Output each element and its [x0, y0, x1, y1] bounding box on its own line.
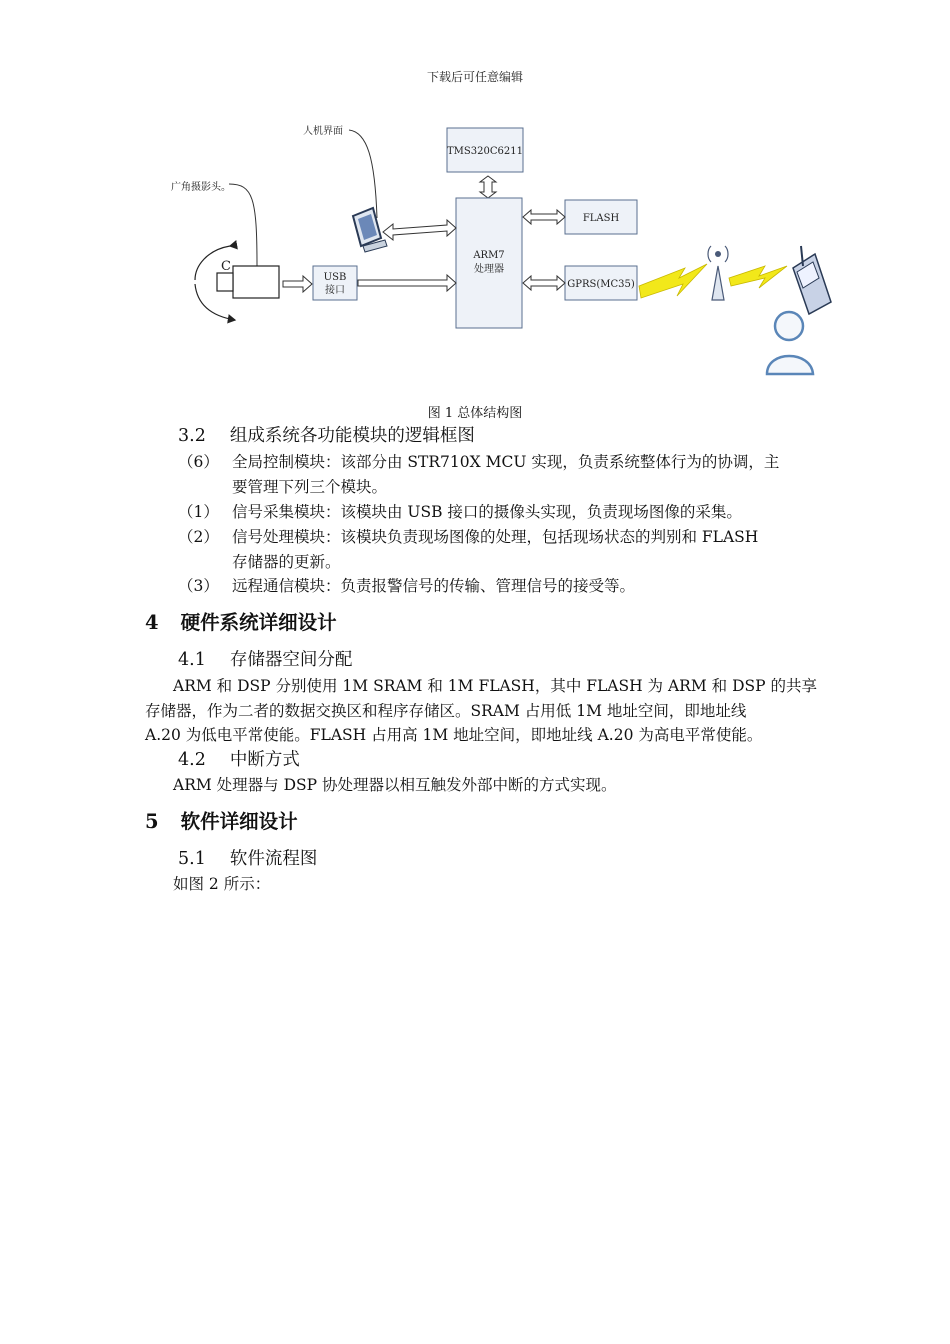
list-item-number: （3）: [178, 577, 219, 595]
section-title: 存储器空间分配: [229, 650, 353, 670]
dsp-label: TMS320C6211: [447, 146, 523, 157]
list-item-number: （1）: [178, 503, 219, 521]
section-title: 软件流程图: [229, 849, 318, 869]
list-item-text: 信号处理模块：该模块负责现场图像的处理，包括现场状态的判别和 FLASH: [232, 528, 759, 546]
paragraph-line: ARM 处理器与 DSP 协处理器以相互触发外部中断的方式实现。: [173, 776, 617, 794]
section-4-1-heading: [178, 648, 352, 673]
antenna-tower-icon: [708, 246, 728, 300]
list-item-number: （6）: [178, 453, 219, 471]
usb-arm-arrow: [358, 275, 456, 291]
paragraph-line: 如图 2 所示：: [173, 875, 271, 893]
section-number: 3.2: [178, 426, 206, 446]
hmi-callout-line: [349, 130, 377, 218]
camera-letter: C: [221, 259, 231, 274]
lightning-bolt-2: [729, 266, 787, 288]
dsp-arm-arrow: [480, 176, 496, 198]
section-number: 4.1: [178, 650, 206, 670]
section-4-2-heading: [178, 748, 300, 773]
mobile-phone-icon: [793, 246, 831, 314]
camera-label: 广角摄影头。: [171, 182, 231, 193]
list-item-text: 远程通信模块：负责报警信号的传输、管理信号的接受等。: [232, 577, 636, 595]
list-item-text: 全局控制模块：该部分由 STR710X MCU 实现，负责系统整体行为的协调，主: [232, 453, 780, 471]
section-number: 5.1: [178, 849, 206, 869]
list-item: [178, 574, 635, 599]
figure-1-caption: 图 1 总体结构图: [427, 406, 523, 421]
section-title: 中断方式: [229, 750, 300, 770]
arm-gprs-arrow: [523, 276, 565, 290]
camera-usb-arrow: [283, 276, 312, 292]
arm-label-line1: ARM7: [473, 250, 505, 261]
paragraph-line: A.20 为低电平常使能。FLASH 占用高 1M 地址空间，即地址线 A.20 为高电平常使能。: [145, 726, 763, 744]
list-item-continuation: 存储器的更新。: [232, 553, 341, 571]
section-number: 4.2: [178, 750, 206, 770]
list-item: [178, 500, 742, 525]
lightning-bolt-1: [639, 264, 707, 298]
camera-icon: [217, 259, 279, 298]
list-item-continuation: 要管理下列三个模块。: [232, 478, 388, 496]
gprs-label: GPRS(MC35): [567, 279, 635, 290]
arm-box: [456, 198, 522, 328]
camera-callout-line: [229, 184, 257, 266]
usb-label-line1: USB: [323, 272, 347, 283]
section-5-1-heading: [178, 847, 317, 872]
hmi-label: 人机界面: [303, 126, 343, 137]
monitor-arm-arrow: [383, 220, 456, 240]
page-header: 下载后可任意编辑: [426, 70, 523, 84]
paragraph-line: 存储器，作为二者的数据交换区和程序存储区。SRAM 占用低 1M 地址空间，即地址线: [145, 702, 747, 720]
usb-label-line2: 接口: [325, 285, 345, 296]
monitor-icon: [353, 208, 387, 252]
section-4-heading: [145, 609, 337, 637]
flash-label: FLASH: [582, 213, 620, 224]
system-structure-diagram: [155, 118, 845, 390]
section-5-heading: [145, 808, 298, 836]
person-icon: [767, 312, 813, 374]
section-number: 4: [145, 611, 159, 634]
list-item: [178, 525, 758, 550]
list-item-number: （2）: [178, 528, 219, 546]
section-title: 软件详细设计: [180, 810, 298, 833]
section-number: 5: [145, 810, 159, 833]
section-3-2-heading: [178, 424, 475, 449]
arm-flash-arrow: [523, 210, 565, 224]
list-item: [178, 450, 779, 475]
list-item-text: 信号采集模块：该模块由 USB 接口的摄像头实现，负责现场图像的采集。: [232, 503, 742, 521]
arm-label-line2: 处理器: [474, 264, 504, 275]
section-title: 硬件系统详细设计: [180, 611, 337, 634]
section-title: 组成系统各功能模块的逻辑框图: [229, 426, 475, 446]
paragraph-line: ARM 和 DSP 分别使用 1M SRAM 和 1M FLASH，其中 FLASH 为 ARM 和 DSP 的共享: [173, 677, 817, 695]
